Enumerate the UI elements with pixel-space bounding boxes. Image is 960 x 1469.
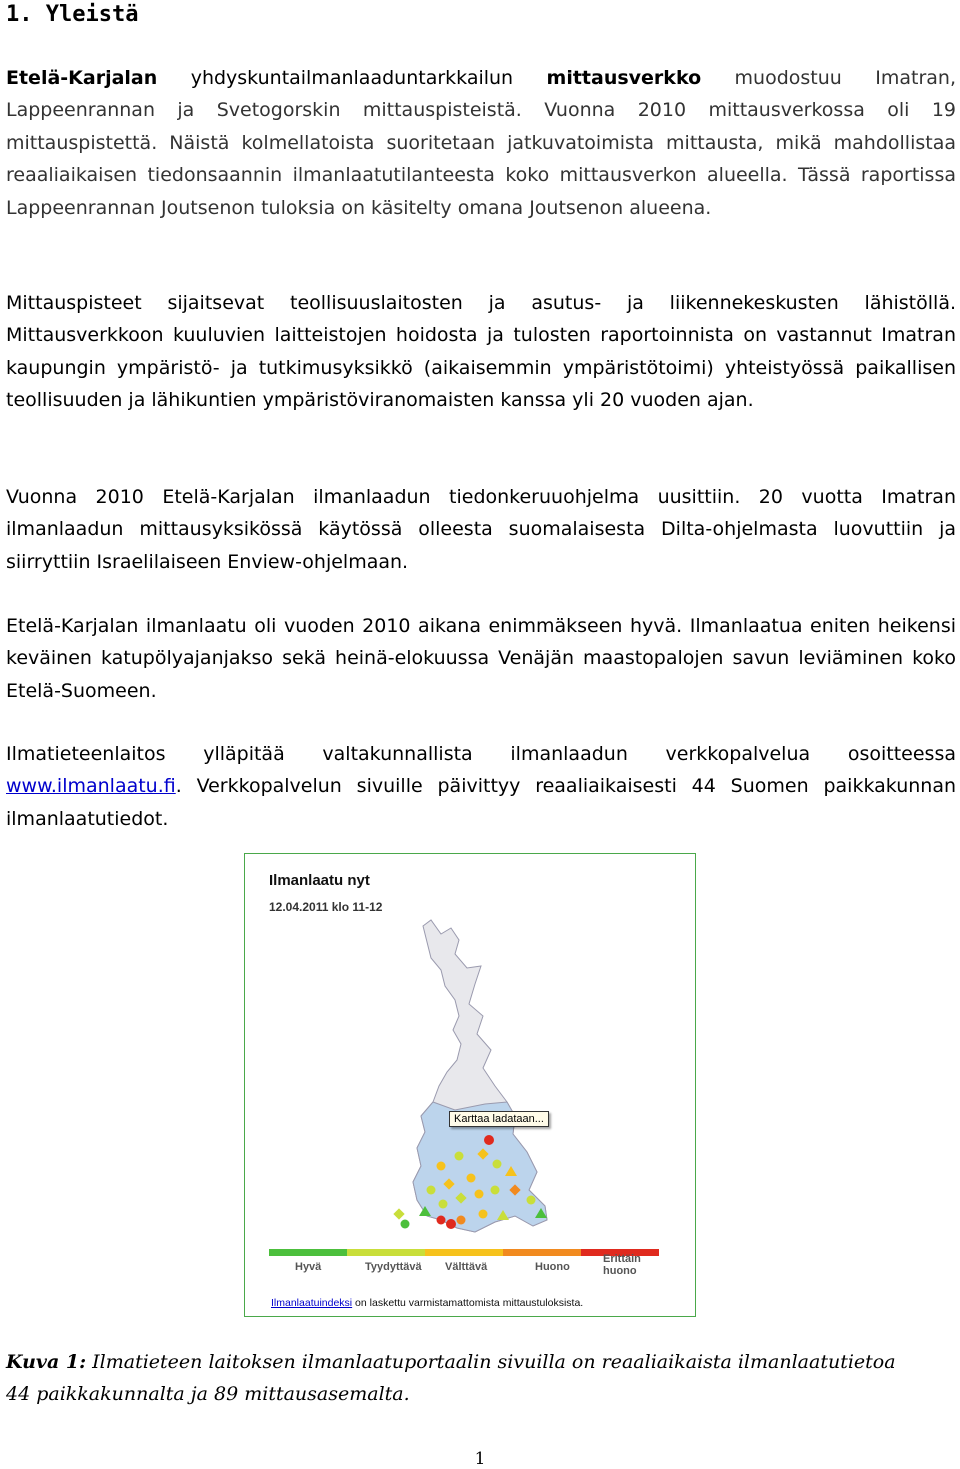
- station-marker: [479, 1210, 488, 1219]
- scale-label-very-poor: Erittäin huono: [603, 1253, 641, 1277]
- station-marker: [439, 1200, 448, 1209]
- page-number: 1: [474, 1449, 486, 1469]
- paragraph-1: [6, 62, 956, 224]
- paragraph-2: Mittauspisteet sijaitsevat teollisuuslaitosten ja asutus- ja liikennekeskusten lähistöllä. Mittausverkkoon kuuluvien laitteistojen hoidosta ja tulosten raportoinnista on vastannut Imatran kaupungin ympäristö- ja tutkimusyksikkö (aikaisemmin ympäristötoimi) yhteistyössä paikallisen teollisuuden ja lähikuntien ympäristöviranomaisten kanssa yli 20 vuoden ajan.: [6, 292, 956, 412]
- station-marker: [467, 1174, 476, 1183]
- station-marker: [393, 1208, 404, 1219]
- paragraph-5-text-a: Ilmatieteenlaitos ylläpitää valtakunnallista ilmanlaadun verkkopalvelua osoitteessa: [6, 743, 956, 765]
- station-marker: [475, 1190, 484, 1199]
- paragraph-1-text-b: muodostuu Imatran, Lappeenrannan ja Svetogorskin mittauspisteistä. Vuonna 2010 mittausverkossa oli 19 mittauspistettä. Näistä kolmellatoista suoritetaan jatkuvatoimista mittausta, mikä mahdollistaa reaaliaikaisen tiedonsaannin ilmanlaatutilanteesta koko mittausverkon alueella. Tässä raportissa Lappeenrannan Joutsenon tuloksia on käsitelty omana Joutsenon alueena.: [6, 67, 956, 219]
- finland-map: [245, 854, 695, 1316]
- air-quality-figure: [244, 853, 696, 1317]
- air-quality-scale: [269, 1249, 659, 1289]
- scale-segment-good: [269, 1249, 347, 1256]
- figure-footer: [271, 1297, 583, 1309]
- station-marker: [401, 1220, 410, 1229]
- station-marker: [446, 1219, 456, 1229]
- scale-segment-poor: [503, 1249, 581, 1256]
- paragraph-3: Vuonna 2010 Etelä-Karjalan ilmanlaadun tiedonkeruuohjelma uusittiin. 20 vuotta Imatran ilmanlaadun mittausyksikössä käytössä olleesta suomalaisesta Dilta-ohjelmasta luovuttiin ja siirryttiin Israelilaiseen Enview-ohjelmaan.: [6, 486, 956, 573]
- scale-label-good: Hyvä: [295, 1261, 322, 1273]
- loading-tooltip: Karttaa ladataan...: [449, 1111, 549, 1127]
- paragraph-5: [6, 738, 956, 835]
- scale-label-satisfactory: Tyydyttävä: [365, 1261, 422, 1273]
- station-marker: [493, 1160, 502, 1169]
- station-marker: [455, 1152, 464, 1161]
- station-marker: [437, 1216, 446, 1225]
- station-marker: [457, 1216, 466, 1225]
- figure-date: 12.04.2011 klo 11-12: [269, 900, 383, 914]
- scale-label-fair: Välttävä: [445, 1261, 488, 1273]
- station-marker: [527, 1196, 536, 1205]
- paragraph-4: Etelä-Karjalan ilmanlaatu oli vuoden 2010 aikana enimmäkseen hyvä. Ilmanlaatua eniten heikensi keväinen katupölyajanjakso sekä heinä-elokuussa Venäjän maastopalojen savun leviäminen koko Etelä-Suomeen.: [6, 615, 956, 702]
- station-marker: [427, 1186, 436, 1195]
- paragraph-5-text-b: . Verkkopalvelun sivuille päivittyy reaaliaikaisesti 44 Suomen paikkakunnan ilmanlaatutiedot.: [6, 775, 956, 830]
- figure-title: Ilmanlaatu nyt: [269, 872, 370, 889]
- figure-footer-text: on laskettu varmistamattomista mittaustuloksista.: [352, 1297, 584, 1309]
- ilmanlaatu-link[interactable]: www.ilmanlaatu.fi: [6, 775, 176, 798]
- scale-segment-satisfactory: [347, 1249, 425, 1256]
- scale-segment-fair: [425, 1249, 503, 1256]
- caption-text: Ilmatieteen laitoksen ilmanlaatuportaalin sivuilla on reaaliaikaista ilmanlaatutietoa 44 paikkakunnalta ja 89 mittausasemalta.: [6, 1351, 896, 1405]
- bold-term-mittausverkko: mittausverkko: [546, 67, 702, 89]
- station-marker: [491, 1186, 500, 1195]
- station-marker: [484, 1135, 494, 1145]
- figure-header: [269, 872, 569, 922]
- scale-label-poor: Huono: [535, 1261, 570, 1273]
- bold-term-etela-karjalan: Etelä-Karjalan: [6, 67, 158, 89]
- paragraph-1-text-a: yhdyskuntailmanlaaduntarkkailun: [157, 67, 547, 89]
- caption-label: Kuva 1:: [6, 1351, 87, 1373]
- air-quality-index-link[interactable]: Ilmanlaatuindeksi: [271, 1297, 353, 1309]
- section-heading: 1. Yleistä: [6, 2, 139, 27]
- figure-caption: [6, 1346, 906, 1410]
- station-marker: [437, 1162, 446, 1171]
